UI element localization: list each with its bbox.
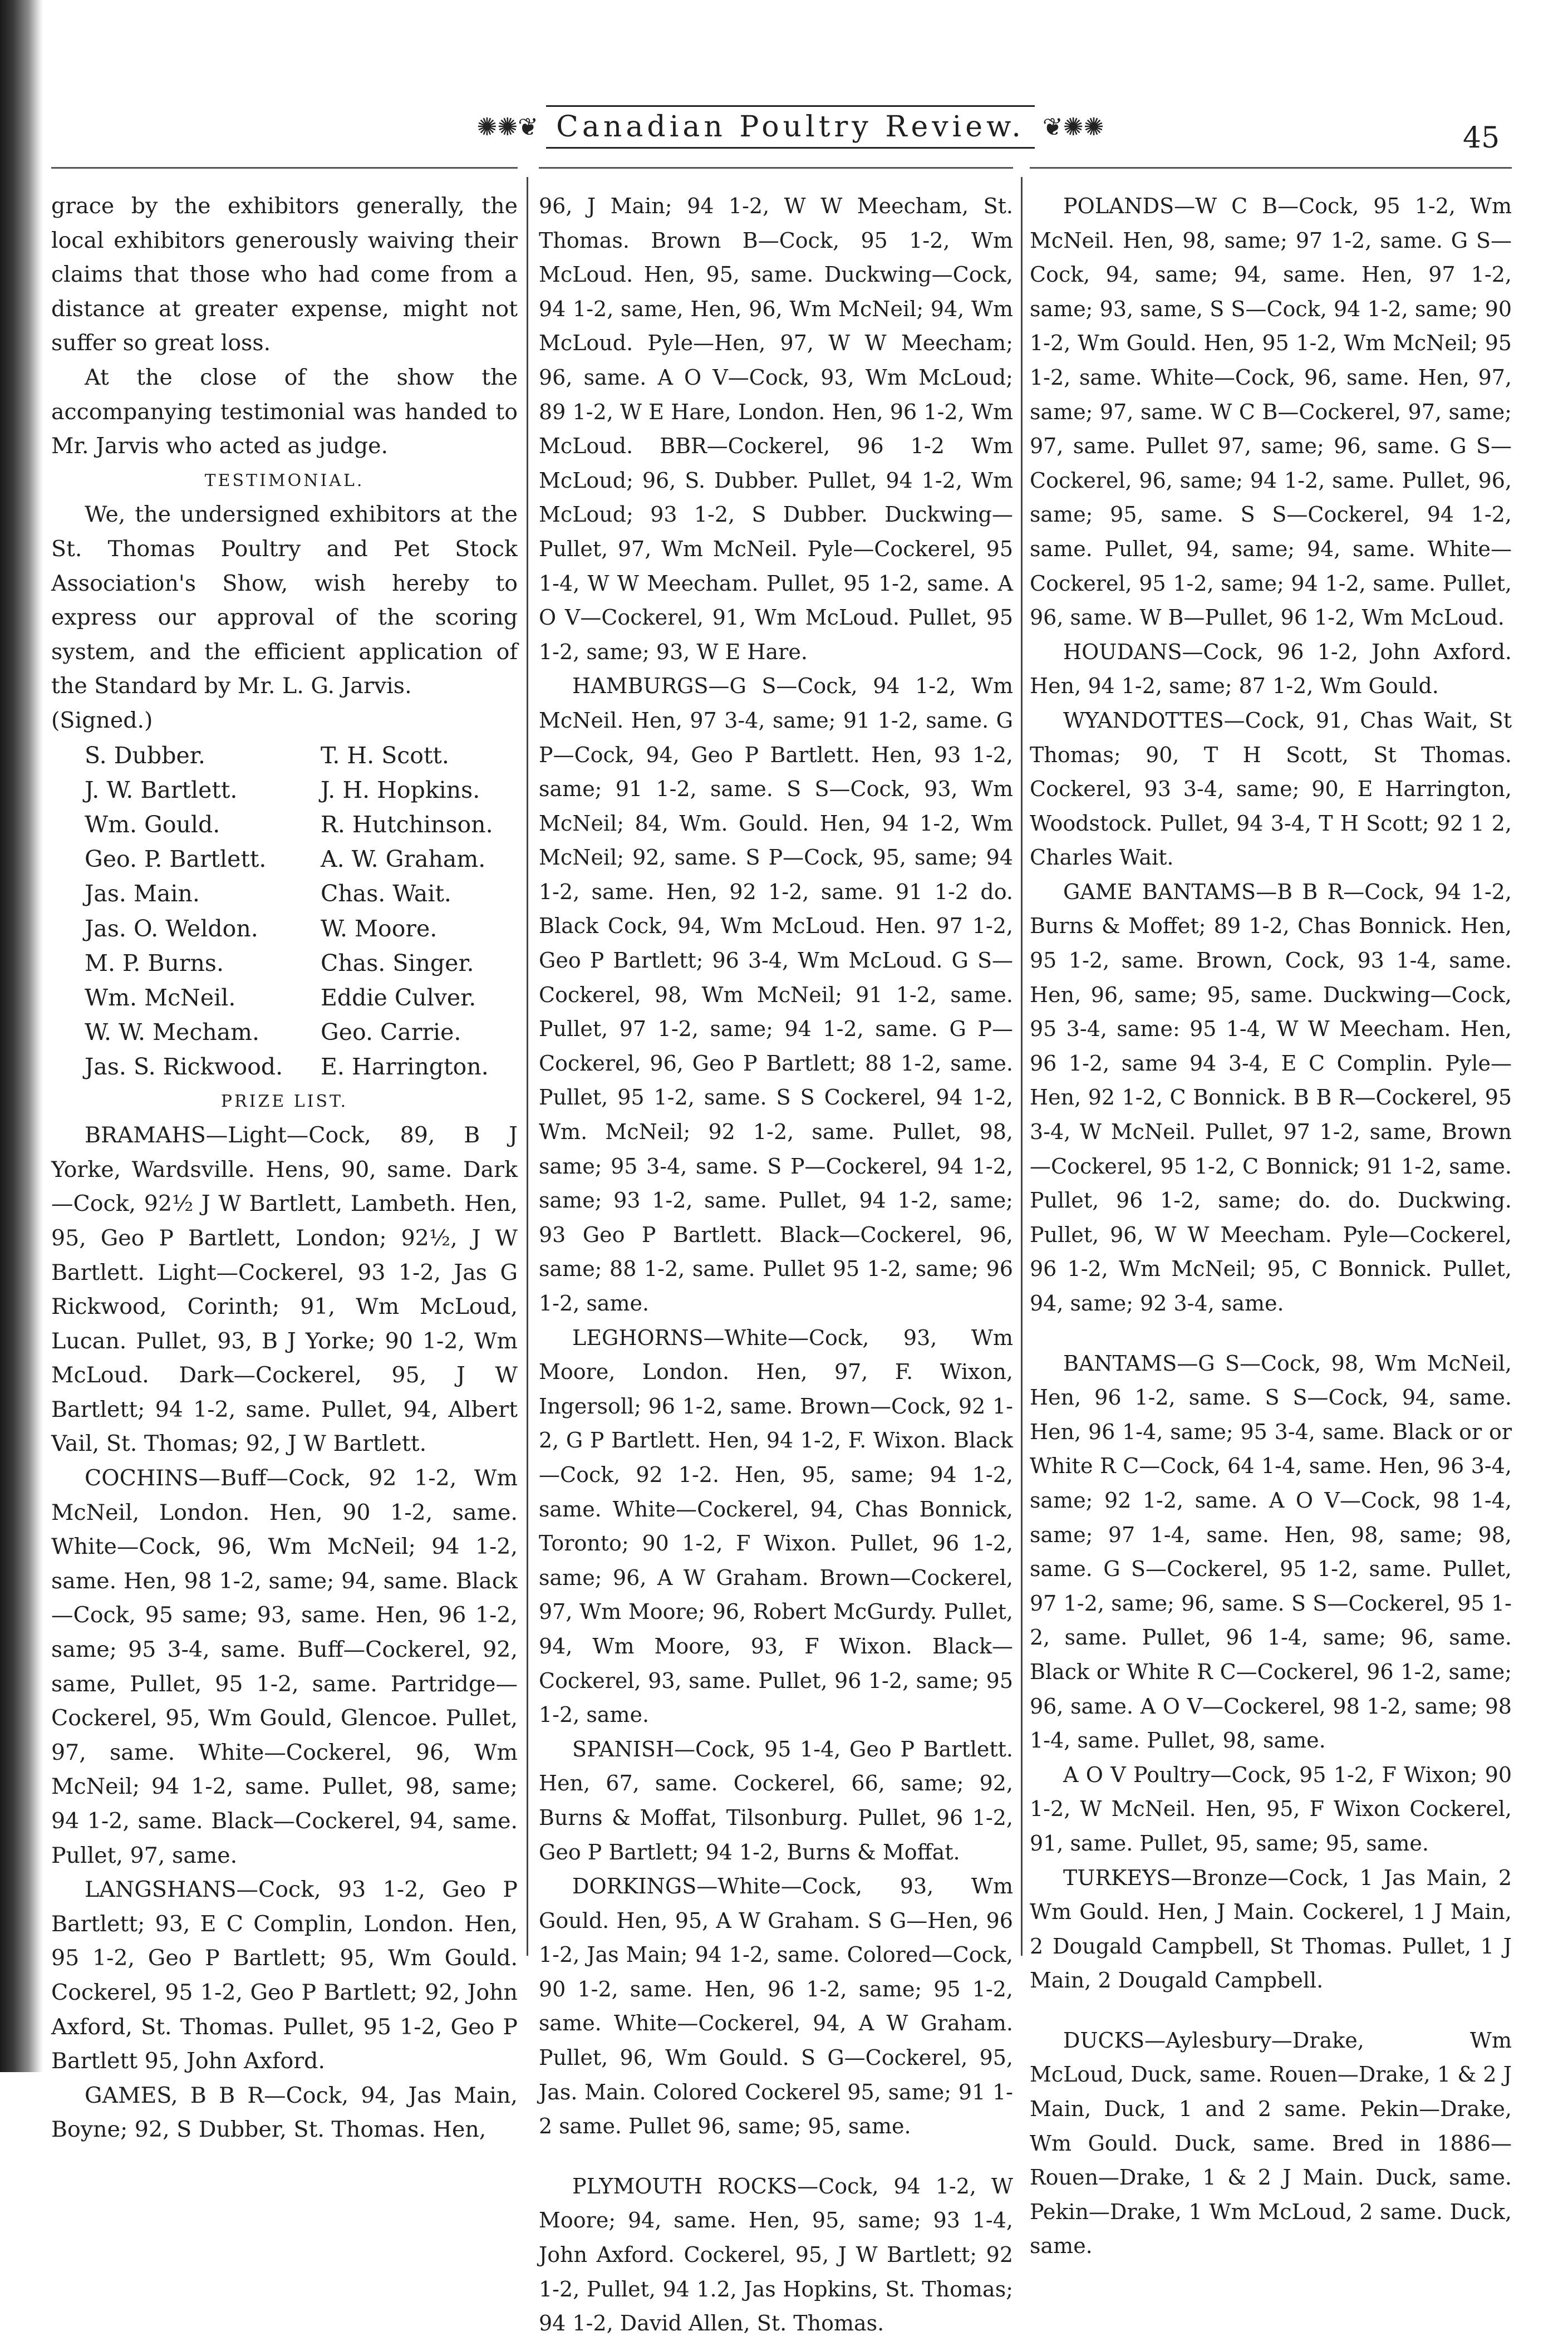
signer-name: R. Hutchinson. — [321, 811, 493, 838]
column-rule-3 — [1030, 167, 1512, 169]
signer-name: M. P. Burns. — [85, 949, 224, 976]
prize-entry-ducks: DUCKS—Aylesbury—Drake, Wm McLoud, Duck, same. Rouen—Drake, 1 & 2 J Main, Duck, 1 and 2 same. Pekin—Drake, Wm Gould. Duck, same. Bred in 1886—Rouen—Drake, 1 & 2 J Main. Duck, same. Pekin—Drake, 1 Wm McLoud, 2 same. Duck, same. — [1030, 2028, 1512, 2259]
prize-entry-hamburgs: HAMBURGS—G S—Cock, 94 1-2, Wm McNeil. Hen, 97 3-4, same; 91 1-2, same. G P—Cock, 94, Geo P Bartlett. Hen, 93 1-2, same; 91 1-2, same. S S—Cock, 93, Wm McNeil; 84, Wm. Gould. Hen, 94 1-2, Wm McNeil; 92, same. S P—Cock, 95, same; 94 1-2, same. Hen, 92 1-2, same. 91 1-2 do. Black Cock, 94, Wm McLoud. Hen. 97 1-2, Geo P Bartlett; 96 3-4, Wm McLoud. G S—Cockerel, 98, Wm McNeil; 91 1-2, same. Pullet, 97 1-2, same; 94 1-2, same. G P—Cockerel, 96, Geo P Bartlett; 88 1-2, same. Pullet, 95 1-2, same. S S Cockerel, 94 1-2, Wm. McNeil; 92 1-2, same. Pullet, 98, same; 95 3-4, same. S P—Cockerel, 94 1-2, same; 93 1-2, same. Pullet, 94 1-2, same; 93 Geo P Bartlett. Black—Cockerel, 96, same; 88 1-2, same. Pullet 95 1-2, same; 96 1-2, same. — [539, 674, 1013, 1316]
signer-name: Jas. S. Rickwood. — [85, 1053, 283, 1081]
ornament-right-icon: ❦✺✺ — [1042, 112, 1104, 141]
prize-entry-polands: POLANDS—W C B—Cock, 95 1-2, Wm McNeil. Hen, 98, same; 97 1-2, same. G S—Cock, 94, same; 94, same. Hen, 97 1-2, same; 93, same, S S—Cock, 94 1-2, same; 90 1-2, Wm Gould. Hen, 95 1-2, Wm McNeil; 95 1-2, same. White—Cock, 96, same. Hen, 97, same; 97, same. W C B—Cockerel, 97, same; 97, same. Pullet 97, same; 96, same. G S—Cockerel, 96, same; 94 1-2, same. Pullet, 96, same; 95, same. S S—Cockerel, 94 1-2, same. Pullet, 94, same; 94, same. White—Cockerel, 95 1-2, same; 94 1-2, same. Pullet, 96, same. W B—Pullet, 96 1-2, Wm McLoud. — [1030, 194, 1512, 630]
column-3 — [1030, 189, 1512, 2259]
spacer — [539, 2144, 1013, 2170]
signer-name: E. Harrington. — [321, 1053, 489, 1081]
prize-entry-leghorns: LEGHORNS—White—Cock, 93, Wm Moore, London. Hen, 97, F. Wixon, Ingersoll; 96 1-2, same. Brown—Cock, 92 1-2, G P Bartlett. Hen, 94 1-2, F. Wixon. Black—Cock, 92 1-2. Hen, 95, same; 94 1-2, same. White—Cockerel, 94, Chas Bonnick, Toronto; 90 1-2, F Wixon. Pullet, 96 1-2, same; 96, A W Graham. Brown—Cockerel, 97, Wm Moore; 96, Robert McGurdy. Pullet, 94, Wm Moore, 93, F Wixon. Black—Cockerel, 93, same. Pullet, 96 1-2, same; 95 1-2, same. — [539, 1325, 1013, 1727]
prize-entry-aov-poultry: A O V Poultry—Cock, 95 1-2, F Wixon; 90 1-2, W McNeil. Hen, 95, F Wixon Cockerel, 91, same. Pullet, 95, same; 95, same. — [1030, 1762, 1512, 1856]
prize-entry-spanish: SPANISH—Cock, 95 1-4, Geo P Bartlett. Hen, 67, same. Cockerel, 66, same; 92, Burns & Moffat, Tilsonburg. Pullet, 96 1-2, Geo P Bartlett; 94 1-2, Burns & Moffat. — [539, 1736, 1013, 1864]
prize-entry-houdans: HOUDANS—Cock, 96 1-2, John Axford. Hen, 94 1-2, same; 87 1-2, Wm Gould. — [1030, 639, 1512, 699]
prize-entry-turkeys: TURKEYS—Bronze—Cock, 1 Jas Main, 2 Wm Gould. Hen, J Main. Cockerel, 1 J Main, 2 Dougald Campbell, St Thomas. Pullet, 1 J Main, 2 Dougald Campbell. — [1030, 1865, 1512, 1993]
signer-name: J. W. Bartlett. — [85, 776, 238, 803]
spacer — [1030, 1998, 1512, 2024]
signer-list — [85, 738, 518, 1084]
prize-entry-wyandottes: WYANDOTTES—Cock, 91, Chas Wait, St Thomas; 90, T H Scott, St Thomas. Cockerel, 93 3-4, same; 90, E Harrington, Woodstock. Pullet, 94 3-4, T H Scott; 92 1 2, Charles Wait. — [1030, 708, 1512, 870]
testimonial-text: We, the undersigned exhibitors at the St. Thomas Poultry and Pet Stock Association's Show, wish hereby to express our approval of the scoring system, and the efficient application of the Standard by Mr. L. G. Jarvis. — [51, 502, 518, 699]
prize-entry-langshans: LANGSHANS—Cock, 93 1-2, Geo P Bartlett; 93, E C Complin, London. Hen, 95 1-2, Geo P Bartlett; 95, Wm Gould. Cockerel, 95 1-2, Geo P Bartlett; 92, John Axford, St. Thomas. Pullet, 95 1-2, Geo P Bartlett 95, John Axford. — [51, 1877, 518, 2074]
prize-entry-bantams: BANTAMS—G S—Cock, 98, Wm McNeil, Hen, 96 1-2, same. S S—Cock, 94, same. Hen, 96 1-4, same; 95 3-4, same. Black or or White R C—Cock, 64 1-4, same. Hen, 96 3-4, same; 92 1-2, same. A O V—Cock, 98 1-4, same; 97 1-4, same. Hen, 98, same; 98, same. G S—Cockerel, 95 1-2, same. Pullet, 97 1-2, same; 96, same. S S—Cockerel, 95 1-2, same. Pullet, 96 1-4, same; 96, same. Black or White R C—Cockerel, 96 1-2, same; 96, same. A O V—Cockerel, 98 1-2, same; 98 1-4, same. Pullet, 98, same. — [1030, 1351, 1512, 1753]
signer-name: J. H. Hopkins. — [321, 776, 480, 803]
page-number: 45 — [1463, 121, 1500, 155]
signer-name: Wm. Gould. — [85, 811, 220, 838]
signer-name: A. W. Graham. — [321, 846, 486, 873]
signer-name: T. H. Scott. — [321, 742, 449, 769]
signer-name: Jas. Main. — [85, 880, 200, 907]
prize-entry-games-continued: 96, J Main; 94 1-2, W W Meecham, St. Thomas. Brown B—Cock, 95 1-2, Wm McLoud. Hen, 95, same. Duckwing—Cock, 94 1-2, same, Hen, 96, Wm McNeil; 94, Wm McLoud. Pyle—Hen, 97, W W Meecham; 96, same. A O V—Cock, 93, Wm McLoud; 89 1-2, W E Hare, London. Hen, 96 1-2, Wm McLoud. BBR—Cockerel, 96 1-2 Wm McLoud; 96, S. Dubber. Pullet, 94 1-2, Wm McLoud; 93 1-2, S Dubber. Duckwing—Pullet, 97, Wm McNeil. Pyle—Cockerel, 95 1-4, W W Meecham. Pullet, 95 1-2, same. A O V—Cockerel, 91, Wm McLoud. Pullet, 95 1-2, same; 93, W E Hare. — [539, 194, 1013, 664]
prize-entry-brahmas: BRAMAHS—Light—Cock, 89, B J Yorke, Wardsville. Hens, 90, same. Dark—Cock, 92½ J W Bartlett, Lambeth. Hen, 95, Geo P Bartlett, London; 92½, J W Bartlett. Light—Cockerel, 93 1-2, Jas G Rickwood, Corinth; 91, Wm McLoud, Lucan. Pullet, 93, B J Yorke; 90 1-2, Wm McLoud. Dark—Cockerel, 95, J W Bartlett; 94 1-2, same. Pullet, 94, Albert Vail, St. Thomas; 92, J W Bartlett. — [51, 1122, 518, 1457]
signer-name: Eddie Culver. — [321, 984, 476, 1011]
signer-name: S. Dubber. — [85, 742, 205, 769]
signer-name: Geo. P. Bartlett. — [85, 846, 267, 873]
spacer — [1030, 1321, 1512, 1347]
signer-name: W. W. Mecham. — [85, 1019, 260, 1046]
testimonial-heading: TESTIMONIAL. — [204, 470, 365, 490]
column-rule-1 — [51, 167, 518, 169]
masthead — [476, 94, 1104, 160]
page-binding-edge — [0, 0, 43, 2072]
signer-name: Wm. McNeil. — [85, 984, 236, 1011]
signer-name: Jas. O. Weldon. — [85, 915, 258, 942]
column-2 — [539, 189, 1013, 2336]
ornament-left-icon: ✺✺❦ — [476, 112, 539, 141]
column-rule-2 — [539, 167, 1013, 169]
signer-name: Chas. Singer. — [321, 949, 474, 976]
prize-entry-games: GAMES, B B R—Cock, 94, Jas Main, Boyne; 92, S Dubber, St. Thomas. Hen, — [51, 2082, 518, 2143]
publication-title: Canadian Poultry Review. — [546, 105, 1035, 149]
prize-entry-game-bantams: GAME BANTAMS—B B R—Cock, 94 1-2, Burns & Moffet; 89 1-2, Chas Bonnick. Hen, 95 1-2, same. Brown, Cock, 93 1-4, same. Hen, 96, same; 95, same. Duckwing—Cock, 95 3-4, same: 95 1-4, W W Meecham. Hen, 96 1-2, same 94 3-4, E C Complin. Pyle—Hen, 92 1-2, C Bonnick. B B R—Cockerel, 95 3-4, W McNeil. Pullet, 97 1-2, same, Brown—Cockerel, 95 1-2, C Bonnick; 91 1-2, same. Pullet, 96 1-2, same; do. do. Duckwing. Pullet, 96, W W Meecham. Pyle—Cockerel, 96 1-2, Wm McNeil; 95, C Bonnick. Pullet, 94, same; 92 3-4, same. — [1030, 879, 1512, 1316]
prize-entry-dorkings: DORKINGS—White—Cock, 93, Wm Gould. Hen, 95, A W Graham. S G—Hen, 96 1-2, Jas Main; 94 1-2, same. Colored—Cock, 90 1-2, same. Hen, 96 1-2, same; 95 1-2, same. White—Cockerel, 94, A W Graham. Pullet, 96, Wm Gould. S G—Cockerel, 95, Jas. Main. Colored Cockerel 95, same; 91 1-2 same. Pullet 96, same; 95, same. — [539, 1874, 1013, 2139]
signer-name: W. Moore. — [321, 915, 438, 942]
signer-name: Geo. Carrie. — [321, 1019, 461, 1046]
prize-list-heading: PRIZE LIST. — [220, 1091, 348, 1111]
column-divider-2 — [1021, 177, 1023, 1956]
prize-entry-cochins: COCHINS—Buff—Cock, 92 1-2, Wm McNeil, London. Hen, 90 1-2, same. White—Cock, 96, Wm McNeil; 94 1-2, same. Hen, 98 1-2, same; 94, same. Black—Cock, 95 same; 93, same. Hen, 96 1-2, same; 95 3-4, same. Buff—Cockerel, 92, same, Pullet, 95 1-2, same. Partridge—Cockerel, 95, Wm Gould, Glencoe. Pullet, 97, same. White—Cockerel, 96, Wm McNeil; 94 1-2, same. Pullet, 98, same; 94 1-2, same. Black—Cockerel, 94, same. Pullet, 97, same. — [51, 1465, 518, 1868]
signed-label: (Signed.) — [51, 707, 153, 733]
prize-entry-plymouth-rocks: PLYMOUTH ROCKS—Cock, 94 1-2, W Moore; 94, same. Hen, 95, same; 93 1-4, John Axford. Cockerel, 95, J W Bartlett; 92 1-2, Pullet, 94 1.2, Jas Hopkins, St. Thomas; 94 1-2, David Allen, St. Thomas. — [539, 2173, 1013, 2336]
paragraph-show-closing: grace by the exhibitors generally, the local exhibitors generously waiving their claims that those who had come from a distance at greater expense, might not suffer so great loss. — [51, 193, 518, 356]
signer-name: Chas. Wait. — [321, 880, 451, 907]
column-1 — [51, 189, 518, 2143]
paragraph-testimonial-intro: At the close of the show the accompanying testimonial was handed to Mr. Jarvis who acted as judge. — [51, 364, 518, 459]
